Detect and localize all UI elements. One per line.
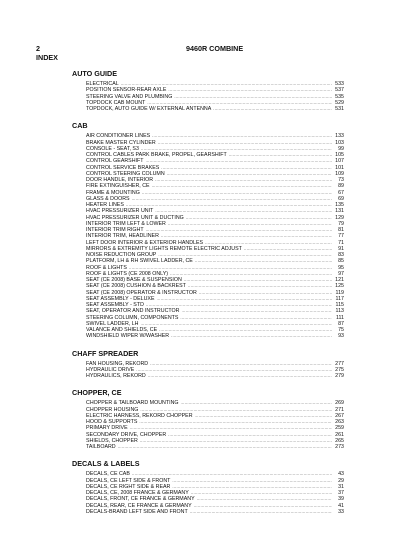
entry-label: CONSOLE - SEAT, S3 — [86, 145, 139, 152]
dot-leader — [171, 333, 332, 339]
section-title: DECALS & LABELS — [72, 459, 140, 469]
entry-page-number: 531 — [335, 106, 344, 112]
entry-label: CONTROL STEERING COLUMN — [86, 170, 165, 177]
entry-page-number: 97 — [338, 270, 344, 277]
section-title: CHAFF SPREADER — [72, 348, 139, 358]
entry-page-number: 125 — [335, 283, 344, 290]
entry-label: CHOPPER HOUSING — [86, 406, 139, 413]
entry-label: STEERING VALVE AND PLUMBING — [86, 93, 173, 100]
entry-page-number: 263 — [335, 419, 344, 425]
entry-page-number: 73 — [338, 177, 344, 183]
entry-label: SHIELDS, CHOPPER — [86, 437, 138, 444]
dot-leader — [148, 373, 332, 379]
entry-label: TOPDOCK CAB MOUNT — [86, 99, 146, 106]
entry-page-number: 279 — [335, 373, 344, 379]
entry-label: INTERIOR TRIM, HEADLINER — [86, 233, 159, 240]
index-section — [72, 388, 344, 450]
entry-label: HEATER LINES — [86, 202, 124, 208]
index-section — [72, 69, 344, 112]
entry-label: GLASS & DOORS — [86, 195, 130, 202]
entry-page-number: 89 — [338, 183, 344, 190]
entry-page-number: 81 — [338, 227, 344, 233]
entry-page-number: 85 — [338, 258, 344, 265]
entry-page-number: 111 — [335, 314, 344, 321]
entry-page-number: 67 — [338, 189, 344, 196]
entry-page-number: 273 — [335, 444, 344, 450]
entry-label: AIR CONDITIONER LINES — [86, 133, 151, 140]
entry-page-number: 107 — [335, 158, 344, 165]
entry-page-number: 105 — [335, 152, 344, 158]
entry-label: MIRRORS & EXTREMITY LIGHTS REMOTE ELECTRIC ADJUST — [86, 245, 242, 252]
index-entry[interactable] — [86, 509, 344, 515]
entry-label: SEAT ASSEMBLY - STD — [86, 302, 144, 308]
entry-page-number: 267 — [335, 412, 344, 419]
entry-label: DECALS, CE RIGHT SIDE & REAR — [86, 483, 171, 490]
entry-label: WINDSHIELD WIPER W/WASHER — [86, 333, 170, 340]
entry-label: ROOF & LIGHTS — [86, 264, 127, 271]
entry-page-number: 129 — [335, 214, 344, 221]
entry-page-number: 529 — [335, 99, 344, 106]
entry-page-number: 41 — [338, 502, 344, 509]
dot-leader — [190, 509, 332, 515]
index-content — [72, 69, 344, 524]
section-title: CHOPPER, CE — [72, 388, 122, 398]
entry-label: TAILBOARD — [86, 444, 116, 450]
entry-page-number: 99 — [338, 145, 344, 152]
entry-page-number: 103 — [335, 139, 344, 146]
entry-label: DECALS, CE CAB — [86, 471, 130, 478]
entry-page-number: 275 — [335, 366, 344, 373]
entry-label: CONTROL CABLES PARK BRAKE, PROPEL, GEARSHIFT — [86, 152, 227, 158]
index-section — [72, 121, 344, 339]
entry-label: FRAME & MOUNTING — [86, 189, 140, 196]
section-title: AUTO GUIDE — [72, 69, 117, 78]
entry-label: PRIMARY DRIVE — [86, 425, 128, 432]
entry-page-number: 39 — [338, 496, 344, 503]
entry-page-number: 75 — [338, 327, 344, 333]
entry-page-number: 269 — [335, 400, 344, 407]
index-entry[interactable] — [86, 106, 344, 112]
page-header — [36, 44, 386, 68]
entry-label: SEAT (CE 2008) OPERATOR & INSTRUCTOR — [86, 289, 197, 296]
entry-page-number: 537 — [335, 87, 344, 94]
entry-page-number: 37 — [338, 490, 344, 496]
index-section — [72, 459, 344, 515]
entry-page-number: 121 — [335, 277, 344, 283]
entry-label: FAN HOUSING, REKORD — [86, 360, 149, 367]
entry-label: CONTROL GEARSHIFT — [86, 158, 144, 165]
entry-page-number: 83 — [338, 252, 344, 258]
entry-page-number: 277 — [335, 360, 344, 367]
entry-label: BRAKE MASTER CYLINDER — [86, 139, 156, 146]
entry-label: LEFT DOOR INTERIOR & EXTERIOR HANDLES — [86, 239, 204, 246]
dot-leader — [118, 444, 332, 450]
entry-page-number: 91 — [338, 245, 344, 252]
entry-label: DECALS, CE, 2008 FRANCE & GERMANY — [86, 490, 189, 496]
entry-label: STEERING COLUMN, COMPONENTS — [86, 314, 179, 321]
entry-label: TOPDOCK, AUTO GUIDE W/ EXTERNAL ANTENNA — [86, 106, 212, 112]
entry-label: POSITION SENSOR-REAR AXLE — [86, 87, 167, 94]
entry-page-number: 115 — [335, 302, 344, 308]
entry-page-number: 43 — [338, 471, 344, 478]
entry-label: HVAC PRESSURIZER UNIT & DUCTING — [86, 214, 184, 221]
entry-label: SEAT (CE 2008) BASE & SUSPENSION — [86, 277, 182, 283]
index-section — [72, 349, 344, 380]
entry-label: DECALS, CE LEFT SIDE & FRONT — [86, 477, 171, 484]
entry-page-number: 93 — [338, 333, 344, 340]
entry-page-number: 135 — [335, 202, 344, 208]
entry-label: SWIVEL LADDER, LH — [86, 320, 139, 327]
entry-label: DECALS, FRONT, CE FRANCE & GERMANY — [86, 496, 195, 503]
entry-label: SECONDARY DRIVE, CHOPPER — [86, 431, 167, 438]
entry-page-number: 131 — [335, 208, 344, 215]
entry-label: HOOD & SUPPORTS — [86, 419, 138, 425]
entry-label: HVAC PRESSURIZER UNIT — [86, 208, 154, 215]
entry-page-number: 31 — [338, 483, 344, 490]
index-entry[interactable] — [86, 333, 344, 339]
entry-label: INTERIOR TRIM RIGHT — [86, 227, 144, 233]
entry-label: ELECTRIC HARNESS, REKORD CHOPPER — [86, 412, 193, 419]
entry-label: VALANCE AND SHIELDS, CE — [86, 327, 158, 333]
entry-page-number: 265 — [335, 437, 344, 444]
entry-label: ROOF & LIGHTS (CE 2008 ONLY) — [86, 270, 169, 277]
entry-page-number: 101 — [335, 164, 344, 171]
entry-label: INTERIOR TRIM LEFT & LOWER — [86, 220, 166, 227]
entry-page-number: 109 — [335, 170, 344, 177]
entry-label: NOISE REDUCTION GROUP — [86, 252, 157, 258]
section-title: CAB — [72, 121, 88, 131]
entry-label: CHOPPER & TAILBOARD MOUNTING — [86, 400, 179, 407]
entry-label: CONTROL SERVICE BRAKES — [86, 164, 160, 171]
entry-label: DECALS-BRAND LEFT SIDE AND FRONT — [86, 508, 188, 515]
entry-label: SEAT, OPERATOR AND INSTRUCTOR — [86, 308, 180, 315]
entry-page-number: 535 — [335, 93, 344, 100]
entry-page-number: 533 — [335, 81, 344, 87]
index-entry[interactable] — [86, 373, 344, 379]
index-label: INDEX — [36, 53, 58, 62]
entry-label: HYDRAULIC DRIVE — [86, 366, 135, 373]
entry-label: PLATFORM, LH & RH SWIVEL LADDER, CE — [86, 258, 193, 265]
entry-page-number: 79 — [338, 220, 344, 227]
entry-page-number: 117 — [335, 295, 344, 302]
entry-page-number: 113 — [335, 308, 344, 315]
document-title: 9460R COMBINE — [186, 44, 244, 53]
entry-label: DECALS, REAR, CE FRANCE & GERMANY — [86, 502, 192, 509]
entry-label: ELECTRICAL — [86, 81, 119, 87]
entry-page-number: 69 — [338, 195, 344, 202]
entry-label: FIRE EXTINGUISHER, CE — [86, 183, 150, 190]
page-number: 2 — [36, 44, 40, 53]
entry-page-number: 33 — [338, 508, 344, 515]
entry-label: HYDRAULICS, REKORD — [86, 373, 146, 379]
dot-leader — [213, 106, 332, 112]
entry-label: DOOR HANDLE, INTERIOR — [86, 177, 154, 183]
entry-page-number: 29 — [338, 477, 344, 484]
entry-label: SEAT ASSEMBLY - DELUXE — [86, 295, 155, 302]
entry-page-number: 133 — [335, 133, 344, 140]
entry-page-number: 261 — [335, 431, 344, 438]
entry-page-number: 119 — [335, 289, 344, 296]
entry-page-number: 71 — [338, 239, 344, 246]
entry-page-number: 259 — [335, 425, 344, 432]
entry-page-number: 95 — [338, 264, 344, 271]
entry-page-number: 87 — [338, 320, 344, 327]
entry-label: SEAT (CE 2008) CUSHION & BACKREST — [86, 283, 186, 290]
entry-page-number: 77 — [338, 233, 344, 240]
entry-page-number: 271 — [335, 406, 344, 413]
index-entry[interactable] — [86, 444, 344, 450]
